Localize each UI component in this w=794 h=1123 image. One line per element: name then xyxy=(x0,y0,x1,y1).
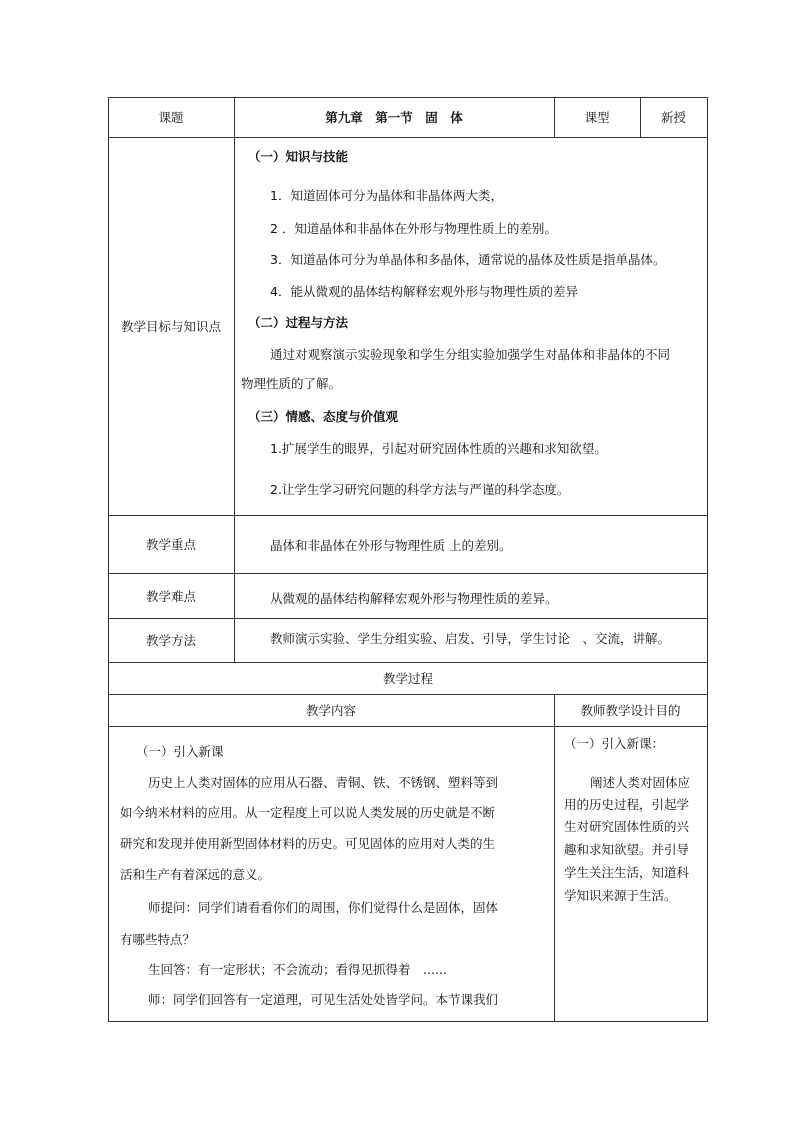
difficult-points-label: 教学难点 xyxy=(145,588,196,604)
attitude-heading: （三）情感、态度与价值观 xyxy=(248,409,399,424)
purpose-heading: （一）引入新课： xyxy=(564,736,665,751)
topic-value: 第九章 第一节 固 体 xyxy=(325,110,463,125)
rule xyxy=(108,1021,708,1022)
purpose-line: 学生关注生活，知道科 xyxy=(564,865,690,880)
lesson-plan-table xyxy=(108,97,708,1022)
rule xyxy=(234,97,235,662)
process-method-text: 通过对观察演示实验现象和学生分组实验加强学生对晶体和非晶体的不同 xyxy=(270,347,671,362)
purpose-line: 趣和求知欲望。并引导 xyxy=(564,842,690,857)
process-title: 教学过程 xyxy=(382,671,433,686)
key-points-value: 晶体和非晶体在外形与物理性质 上的差别。 xyxy=(270,538,512,553)
content-line: 有哪些特点？ xyxy=(120,932,196,947)
content-line: 活和生产有着深远的意义。 xyxy=(120,867,271,882)
content-line: 师：同学们回答有一定道理，可见生活处处皆学问。本节课我们 xyxy=(148,992,499,1007)
purpose-line: 学知识来源于生活。 xyxy=(564,888,677,903)
process-method-heading: （二）过程与方法 xyxy=(248,315,349,330)
content-line: 师提问：同学们请看看你们的周围，你们觉得什么是固体，固体 xyxy=(148,900,499,915)
attitude-item: 2.让学生学习研究问题的科学方法与严谨的科学态度。 xyxy=(270,482,570,497)
methods-value: 教师演示实验、学生分组实验、启发、引导，学生讨论 、交流，讲解。 xyxy=(270,631,671,646)
content-line: 历史上人类对固体的应用从石器、青铜、铁、不锈钢、塑料等到 xyxy=(148,775,499,790)
lesson-type-label: 课型 xyxy=(584,110,610,125)
objective-item: 4．能从微观的晶体结构解释宏观外形与物理性质的差异 xyxy=(270,284,578,299)
topic-label: 课题 xyxy=(158,110,184,125)
difficult-points-value: 从微观的晶体结构解释宏观外形与物理性质的差异。 xyxy=(270,591,558,606)
methods-label: 教学方法 xyxy=(145,633,196,648)
content-heading: （一）引入新课 xyxy=(136,744,224,759)
process-method-text: 物理性质的了解。 xyxy=(241,376,342,391)
purpose-column-header: 教师教学设计目的 xyxy=(580,703,681,718)
rule xyxy=(108,726,708,727)
lesson-type-value: 新授 xyxy=(660,110,686,125)
objective-item: 3．知道晶体可分为单晶体和多晶体，通常说的晶体及性质是指单晶体。 xyxy=(270,252,666,267)
content-line: 研究和发现并使用新型固体材料的历史。可见固体的应用对人类的生 xyxy=(120,836,496,851)
rule xyxy=(554,694,555,1021)
purpose-line: 生对研究固体性质的兴 xyxy=(564,819,690,834)
purpose-line: 阐述人类对固体应 xyxy=(590,775,691,790)
objectives-label: 教学目标与知识点 xyxy=(120,319,221,334)
objective-item: 1．知道固体可分为晶体和非晶体两大类， xyxy=(270,188,503,203)
content-line: 生回答：有一定形状；不会流动；看得见抓得着 ...... xyxy=(148,962,447,977)
content-column-header: 教学内容 xyxy=(305,703,356,718)
skills-heading: （一）知识与技能 xyxy=(248,149,349,164)
objective-item: 2 ．知道晶体和非晶体在外形与物理性质上的差别。 xyxy=(270,221,557,236)
attitude-item: 1.扩展学生的眼界，引起对研究固体性质的兴趣和求知欲望。 xyxy=(270,441,607,456)
key-points-label: 教学重点 xyxy=(145,537,196,552)
content-line: 如今纳米材料的应用。从一定程度上可以说人类发展的历史就是不断 xyxy=(120,805,496,820)
purpose-line: 用的历史过程，引起学 xyxy=(564,797,690,812)
rule xyxy=(707,97,708,1022)
